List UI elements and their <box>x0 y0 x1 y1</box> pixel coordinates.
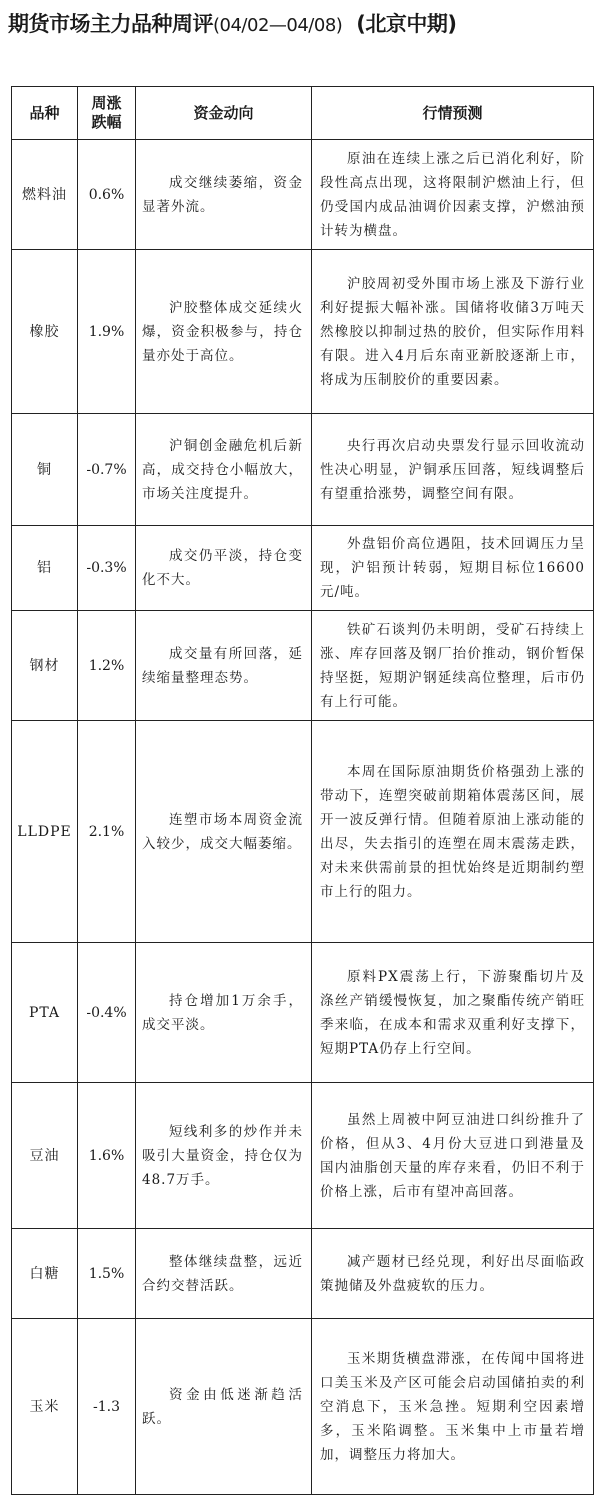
commodity-name: 白糖 <box>12 1229 78 1319</box>
table-row <box>12 250 594 414</box>
commodity-name: 玉米 <box>12 1319 78 1495</box>
market-forecast-text: 央行再次启动央票发行显示回收流动性决心明显，沪铜承压回落，短线调整后有望重拾涨势，调整空间有限。 <box>312 414 594 526</box>
title-main: 期货市场主力品种周评 <box>8 12 213 36</box>
market-forecast-text: 本周在国际原油期货价格强劲上涨的带动下，连塑突破前期箱体震荡区间，展开一波反弹行情。但随着原油上涨动能的出尽，失去指引的连塑在周末震荡走跌，对未来供需前景的担忧始终是近期制约塑市上行的阻力。 <box>312 721 594 943</box>
fund-flow-text: 连塑市场本周资金流入较少，成交大幅萎缩。 <box>136 721 312 943</box>
market-forecast-text: 原料PX震荡上行，下游聚酯切片及涤丝产销缓慢恢复，加之聚酯传统产销旺季来临，在成本和需求双重利好支撑下，短期PTA仍存上行空间。 <box>312 943 594 1083</box>
fund-flow-text: 短线利多的炒作并未吸引大量资金，持仓仅为48.7万手。 <box>136 1083 312 1229</box>
weekly-change: -1.3 <box>78 1319 136 1495</box>
table-row <box>12 1229 594 1319</box>
table-row <box>12 611 594 721</box>
commodity-name: 铜 <box>12 414 78 526</box>
weekly-change: 1.6% <box>78 1083 136 1229</box>
weekly-change: 1.5% <box>78 1229 136 1319</box>
weekly-change: 0.6% <box>78 140 136 250</box>
fund-flow-text: 成交量有所回落，延续缩量整理态势。 <box>136 611 312 721</box>
commodity-name: 燃料油 <box>12 140 78 250</box>
weekly-change: -0.7% <box>78 414 136 526</box>
market-forecast-text: 原油在连续上涨之后已消化利好，阶段性高点出现，这将限制沪燃油上行，但仍受国内成品油调价因素支撑，沪燃油预计转为横盘。 <box>312 140 594 250</box>
table-row <box>12 414 594 526</box>
table-row <box>12 943 594 1083</box>
title-source: (北京中期) <box>356 12 457 36</box>
weekly-change: 1.9% <box>78 250 136 414</box>
page-title <box>8 6 598 42</box>
commodity-name: LLDPE <box>12 721 78 943</box>
fund-flow-text: 沪胶整体成交延续火爆，资金积极参与，持仓量亦处于高位。 <box>136 250 312 414</box>
fund-flow-text: 沪铜创金融危机后新高，成交持仓小幅放大，市场关注度提升。 <box>136 414 312 526</box>
fund-flow-text: 整体继续盘整，远近合约交替活跃。 <box>136 1229 312 1319</box>
commodity-name: PTA <box>12 943 78 1083</box>
market-forecast-text: 玉米期货横盘滞涨，在传闻中国将进口美玉米及产区可能会启动国储拍卖的利空消息下，玉米急挫。短期利空因素增多，玉米陷调整。玉米集中上市量若增加，调整压力将加大。 <box>312 1319 594 1495</box>
market-forecast-text: 沪胶周初受外围市场上涨及下游行业利好提振大幅补涨。国储将收储3万吨天然橡胶以抑制过热的胶价，但实际作用料有限。进入4月后东南亚新胶逐渐上市，将成为压制胶价的重要因素。 <box>312 250 594 414</box>
table-row <box>12 1319 594 1495</box>
weekly-change: -0.3% <box>78 526 136 611</box>
table-row <box>12 721 594 943</box>
fund-flow-text: 资金由低迷渐趋活跃。 <box>136 1319 312 1495</box>
weekly-change: 1.2% <box>78 611 136 721</box>
fund-flow-text: 成交仍平淡，持仓变化不大。 <box>136 526 312 611</box>
commodity-name: 铝 <box>12 526 78 611</box>
header-commodity: 品种 <box>12 87 78 140</box>
fund-flow-text: 持仓增加1万余手，成交平淡。 <box>136 943 312 1083</box>
weekly-change: -0.4% <box>78 943 136 1083</box>
table-row <box>12 526 594 611</box>
market-forecast-text: 减产题材已经兑现，利好出尽面临政策抛储及外盘疲软的压力。 <box>312 1229 594 1319</box>
fund-flow-text: 成交继续萎缩，资金显著外流。 <box>136 140 312 250</box>
header-market-forecast: 行情预测 <box>312 87 594 140</box>
table-header-row <box>12 87 594 140</box>
table-row <box>12 140 594 250</box>
commodity-name: 橡胶 <box>12 250 78 414</box>
commodity-name: 豆油 <box>12 1083 78 1229</box>
header-fund-flow: 资金动向 <box>136 87 312 140</box>
commodity-name: 钢材 <box>12 611 78 721</box>
title-date-range: (04/02—04/08) <box>213 15 343 36</box>
header-weekly-change: 周涨跌幅 <box>78 87 136 140</box>
weekly-change: 2.1% <box>78 721 136 943</box>
table-row <box>12 1083 594 1229</box>
market-forecast-text: 外盘铝价高位遇阻，技术回调压力呈现，沪铝预计转弱，短期目标位16600元/吨。 <box>312 526 594 611</box>
market-forecast-text: 铁矿石谈判仍未明朗，受矿石持续上涨、库存回落及钢厂抬价推动，钢价暂保持坚挺，短期沪钢延续高位整理，后市仍有上行可能。 <box>312 611 594 721</box>
commodity-weekly-table <box>11 86 594 1495</box>
market-forecast-text: 虽然上周被中阿豆油进口纠纷推升了价格，但从3、4月份大豆进口到港量及国内油脂创天量的库存来看，仍旧不利于价格上涨，后市有望冲高回落。 <box>312 1083 594 1229</box>
